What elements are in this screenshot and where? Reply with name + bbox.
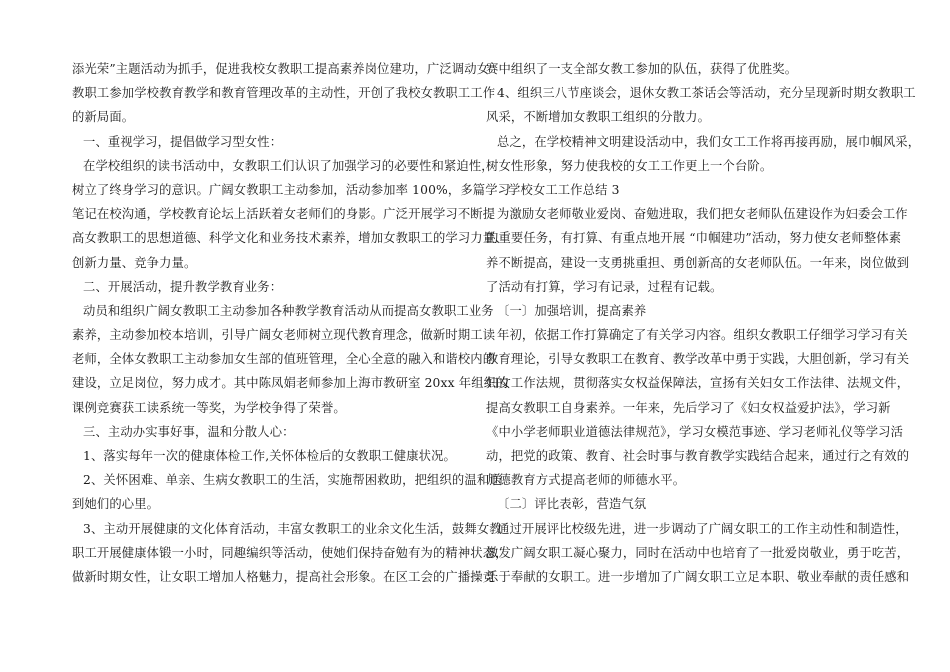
text-line: 4、组织三八节座谈会，退休女教工茶话会等活动，充分呈现新时期女教职工	[497, 86, 916, 101]
text-line: 高女教职工的思想道德、科学文化和业务技术素养，增加女教职工的学习力量、	[72, 231, 508, 246]
text-line: 老师，全体女教职工主动参加女生部的值班管理，全心全意的融入和谐校内的	[72, 352, 496, 367]
text-line: 《中小学老师职业道德法律规范》，学习女模范事迹、学习老师礼仪等学习活	[486, 424, 904, 439]
text-line: 乐于奉献的女职工。进一步增加了广阔女职工立足本职、敬业奉献的责任感和	[486, 569, 910, 584]
text-line: 笔记在校沟通，学校教育论坛上活跃着女老师们的身影。广泛开展学习不断提	[72, 207, 496, 222]
text-line: 3、主动开展健康的文化体育活动，丰富女教职工的业余文化生活，鼓舞女教	[83, 521, 502, 536]
right-column	[486, 57, 921, 589]
text-line: 年初，依据工作打算确定了有关学习内容。组织女教职工仔细学习学习有关	[497, 328, 908, 343]
text-line: 〔二〕评比表彰，营造气氛	[497, 497, 647, 512]
text-line: 二、开展活动，提升教学教育业务：	[83, 279, 283, 294]
text-line: 教职工参加学校教育教学和教育管理改革的主动性，开创了我校女教职工工作	[72, 86, 496, 101]
text-line: 的重要任务，有打算、有重点地开展 “巾帼建功”活动，努力使女老师整体素	[486, 231, 902, 246]
text-line: 职工开展健康体锻一小时，同趣编织等活动，使她们保持奋勉有为的精神状态，	[72, 545, 508, 560]
section-heading: 学校女工工作总结 3	[508, 182, 620, 197]
text-line: 养不断提高，建设一支勇挑重担、勇创新高的女老师队伍。一年来，岗位做到	[486, 255, 910, 270]
text-line: 到她们的心里。	[72, 497, 160, 512]
text-line: 2、关怀困难、单亲、生病女教职工的生活，实施帮困救助，把组织的温和送	[83, 473, 502, 488]
text-line: 动，把党的政策、教育、社会时事与教育教学实践结合起来，通过行之有效的	[486, 449, 910, 463]
text-line: 了活动有打算，学习有记录，过程有记载。	[486, 279, 723, 294]
text-line: 通过开展评比校级先进，进一步调动了广阔女职工的工作主动性和制造性，	[497, 521, 908, 536]
text-line: 树立了终身学习的意识。广阔女教职工主动参加，活动参加率 100%，多篇学习	[72, 182, 511, 197]
left-column	[72, 57, 511, 589]
text-line: 提高女教职工自身素养。一年来，先后学习了《妇女权益爱护法》，学习新	[486, 400, 891, 415]
text-line: 一、重视学习，提倡做学习型女性：	[83, 134, 283, 149]
text-line: 做新时期女性，让女职工增加人格魅力，提高社会形象。在区工会的广播操竞	[72, 569, 496, 584]
text-line: 三、主动办实事好事，温和分散人心：	[83, 424, 295, 439]
text-line: 激发广阔女职工凝心聚力，同时在活动中也培育了一批爱岗敬业，勇于吃苦，	[486, 545, 910, 560]
text-line: 树女性形象，努力使我校的女工工作更上一个台阶。	[486, 158, 773, 173]
text-line: 总之，在学校精神文明建设活动中，我们女工工作将再接再励，展巾帼风采，	[497, 134, 921, 149]
text-line: 教育理论，引导女教职工在教育、教学改革中勇于实践，大胆创新，学习有关	[486, 352, 910, 367]
text-line: 赛中组织了一支全部女教工参加的队伍，获得了优胜奖。	[486, 62, 798, 76]
text-line: 妇女工作法规，贯彻落实女权益保障法，宣扬有关妇女工作法律、法规文件，	[486, 376, 910, 391]
text-line: 课例竞赛获工读系统一等奖，为学校争得了荣誉。	[72, 400, 346, 415]
text-line: 在学校组织的读书活动中，女教职工们认识了加强学习的必要性和紧迫性，	[83, 158, 494, 173]
text-line: 素养，主动参加校本培训，引导广阔女老师树立现代教育理念，做新时期工读	[72, 328, 496, 343]
text-line: 的新局面。	[72, 110, 135, 125]
text-line: 师德教育方式提高老师的师德水平。	[486, 473, 686, 488]
text-line: 创新力量、竞争力量。	[72, 255, 197, 270]
text-line: 动员和组织广阔女教职工主动参加各种教学教育活动从而提高女教职工业务	[83, 303, 494, 318]
text-line: 建设，立足岗位，努力成才。其中陈凤娟老师参加上海市教研室 20xx 年组织的	[72, 376, 509, 391]
text-line: 添光荣”主题活动为抓手，促进我校女教职工提高素养岗位建功，广泛调动女	[72, 62, 490, 76]
text-line: 风采，不断增加女教职工组织的分散力。	[486, 110, 711, 125]
text-line: 为激励女老师敬业爱岗、奋勉进取，我们把女老师队伍建设作为妇委会工作	[497, 207, 908, 222]
text-line: 〔一〕加强培训，提高素养	[497, 303, 647, 318]
text-line: 1、落实每年一次的健康体检工作,关怀体检后的女教职工健康状况。	[83, 449, 456, 463]
